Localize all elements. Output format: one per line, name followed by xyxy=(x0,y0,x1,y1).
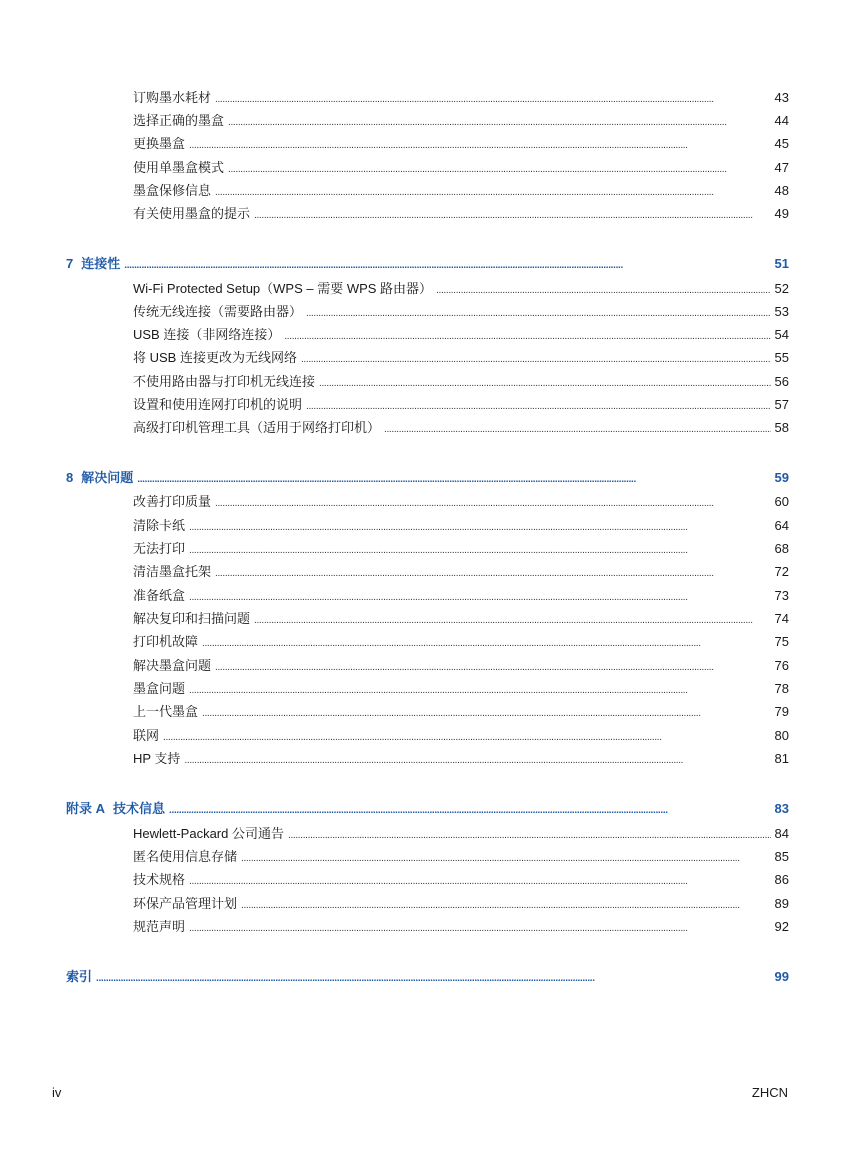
toc-entry[interactable] xyxy=(133,654,789,674)
chapter-page: 59 xyxy=(774,470,789,485)
toc-entry[interactable] xyxy=(133,700,789,720)
toc-entry-page: 43 xyxy=(774,90,789,105)
toc-entry[interactable] xyxy=(133,514,789,534)
toc-entry-title: 技术规格 xyxy=(133,872,186,887)
dot-leader xyxy=(228,160,771,176)
toc-entry-title: 环保产品管理计划 xyxy=(133,896,238,911)
chapter-number: 附录 A xyxy=(66,801,106,816)
toc-entry-page: 60 xyxy=(774,494,789,509)
dot-leader xyxy=(241,896,771,912)
toc-entry-title: 设置和使用连网打印机的说明 xyxy=(133,397,303,412)
toc-entry-title: 无法打印 xyxy=(133,541,186,556)
toc-entry-title: HP 支持 xyxy=(133,751,181,766)
toc-entry-page: 89 xyxy=(774,896,789,911)
dot-leader xyxy=(284,327,770,343)
dot-leader xyxy=(202,704,771,720)
toc-entry-page: 79 xyxy=(774,704,789,719)
toc-entry[interactable] xyxy=(133,132,789,152)
chapter-title: 技术信息 xyxy=(113,801,166,816)
toc-entry-title: 订购墨水耗材 xyxy=(133,90,212,105)
toc-appendix-a[interactable] xyxy=(66,797,789,817)
toc-entry-page: 76 xyxy=(774,658,789,673)
toc-entry[interactable] xyxy=(133,416,789,436)
toc-entry-title: 规范声明 xyxy=(133,919,186,934)
toc-entry-page: 45 xyxy=(774,136,789,151)
toc-entry-page: 48 xyxy=(774,183,789,198)
toc-entry[interactable] xyxy=(133,724,789,744)
toc-entry-title: Hewlett-Packard 公司通告 xyxy=(133,826,284,841)
dot-leader xyxy=(124,256,770,272)
dot-leader xyxy=(306,304,771,320)
toc-entry[interactable] xyxy=(133,300,789,320)
toc-entry[interactable] xyxy=(133,868,789,888)
footer-locale: ZHCN xyxy=(751,1085,788,1100)
dot-leader xyxy=(96,969,771,985)
toc-entry-page: 73 xyxy=(774,588,789,603)
toc-entry-title: 上一代墨盒 xyxy=(133,704,199,719)
toc-entry[interactable] xyxy=(133,560,789,580)
toc-entry-page: 56 xyxy=(774,374,789,389)
toc-entry-title: 有关使用墨盒的提示 xyxy=(133,206,251,221)
dot-leader xyxy=(189,541,771,557)
toc-entry-page: 55 xyxy=(774,350,789,365)
toc-entry-title: 解决墨盒问题 xyxy=(133,658,212,673)
dot-leader xyxy=(189,136,771,152)
dot-leader xyxy=(436,281,770,297)
toc-entry-page: 74 xyxy=(774,611,789,626)
toc-entry-title: 选择正确的墨盒 xyxy=(133,113,225,128)
dot-leader xyxy=(254,611,771,627)
dot-leader xyxy=(215,90,771,106)
dot-leader xyxy=(306,397,771,413)
dot-leader xyxy=(163,728,771,744)
toc-chapter-8[interactable] xyxy=(66,466,789,486)
toc-entry[interactable] xyxy=(133,109,789,129)
toc-entry-page: 85 xyxy=(774,849,789,864)
toc-entry-title: 墨盒保修信息 xyxy=(133,183,212,198)
chapter-number: 8 xyxy=(66,470,74,485)
toc-entry[interactable] xyxy=(133,202,789,222)
toc-entry-title: 将 USB 连接更改为无线网络 xyxy=(133,350,297,365)
chapter-page: 51 xyxy=(774,256,789,271)
toc-entry-page: 49 xyxy=(774,206,789,221)
dot-leader xyxy=(189,588,771,604)
dot-leader xyxy=(184,751,770,767)
toc-entry[interactable] xyxy=(133,822,789,842)
toc-entry-title: 打印机故障 xyxy=(133,634,199,649)
toc-entry-title: 联网 xyxy=(133,728,160,743)
toc-entry-page: 92 xyxy=(774,919,789,934)
toc-entry-title: 改善打印质量 xyxy=(133,494,212,509)
toc-entry-page: 64 xyxy=(774,518,789,533)
dot-leader xyxy=(215,494,771,510)
toc-entry-title: 使用单墨盒模式 xyxy=(133,160,225,175)
toc-entry-page: 54 xyxy=(774,327,789,342)
toc-chapter-7[interactable] xyxy=(66,252,789,272)
dot-leader xyxy=(202,634,771,650)
toc-entry-title: 准备纸盒 xyxy=(133,588,186,603)
dot-leader xyxy=(215,183,771,199)
dot-leader xyxy=(137,470,770,486)
toc-entry-page: 52 xyxy=(774,281,789,296)
toc-entry-title: 高级打印机管理工具（适用于网络打印机） xyxy=(133,420,381,435)
chapter-number: 7 xyxy=(66,256,74,271)
toc-entry-page: 53 xyxy=(774,304,789,319)
toc-entry-title: USB 连接（非网络连接） xyxy=(133,327,281,342)
toc-entry[interactable] xyxy=(133,490,789,510)
toc-entry[interactable] xyxy=(133,346,789,366)
toc-entry-page: 86 xyxy=(774,872,789,887)
toc-entry-title: 匿名使用信息存储 xyxy=(133,849,238,864)
toc-entry[interactable] xyxy=(133,677,789,697)
toc-entry[interactable] xyxy=(133,845,789,865)
toc-entry[interactable] xyxy=(133,537,789,557)
toc-entry-page: 72 xyxy=(774,564,789,579)
toc-entry-title: 墨盒问题 xyxy=(133,681,186,696)
chapter-title: 索引 xyxy=(66,969,93,984)
toc-entry[interactable] xyxy=(133,915,789,935)
toc-entry[interactable] xyxy=(133,323,789,343)
toc-entry-page: 84 xyxy=(774,826,789,841)
toc-entry-title: 传统无线连接（需要路由器） xyxy=(133,304,303,319)
toc-entry-page: 80 xyxy=(774,728,789,743)
toc-entry[interactable] xyxy=(133,747,789,767)
dot-leader xyxy=(384,420,771,436)
chapter-page: 99 xyxy=(774,969,789,984)
toc-entry-title: Wi-Fi Protected Setup（WPS – 需要 WPS 路由器） xyxy=(133,281,433,296)
toc-entry-page: 81 xyxy=(774,751,789,766)
dot-leader xyxy=(301,350,771,366)
toc-entry-page: 78 xyxy=(774,681,789,696)
toc-entry-title: 清除卡纸 xyxy=(133,518,186,533)
toc-entry[interactable] xyxy=(133,86,789,106)
toc-entry[interactable] xyxy=(133,393,789,413)
dot-leader xyxy=(189,518,771,534)
footer-page-number: iv xyxy=(52,1085,62,1100)
toc-entry-title: 清洁墨盒托架 xyxy=(133,564,212,579)
toc-entry[interactable] xyxy=(133,584,789,604)
toc-entry-page: 58 xyxy=(774,420,789,435)
dot-leader xyxy=(241,849,771,865)
toc-entry[interactable] xyxy=(133,892,789,912)
chapter-title: 连接性 xyxy=(81,256,121,271)
dot-leader xyxy=(254,206,771,222)
toc-entry[interactable] xyxy=(133,630,789,650)
toc-entry[interactable] xyxy=(133,277,789,297)
toc-entry-title: 不使用路由器与打印机无线连接 xyxy=(133,374,316,389)
toc-entry-page: 44 xyxy=(774,113,789,128)
dot-leader xyxy=(215,658,771,674)
toc-entry-page: 68 xyxy=(774,541,789,556)
toc-entry-page: 75 xyxy=(774,634,789,649)
toc-entry[interactable] xyxy=(133,156,789,176)
toc-entry-page: 57 xyxy=(774,397,789,412)
toc-entry-title: 更换墨盒 xyxy=(133,136,186,151)
dot-leader xyxy=(189,681,771,697)
dot-leader xyxy=(169,801,771,817)
dot-leader xyxy=(288,826,771,842)
toc-entry[interactable] xyxy=(133,179,789,199)
toc-entry[interactable] xyxy=(133,607,789,627)
toc-index[interactable] xyxy=(66,965,789,985)
dot-leader xyxy=(215,564,771,580)
chapter-title: 解决问题 xyxy=(81,470,134,485)
dot-leader xyxy=(189,872,771,888)
toc-entry-page: 47 xyxy=(774,160,789,175)
toc-entry-title: 解决复印和扫描问题 xyxy=(133,611,251,626)
toc-entry[interactable] xyxy=(133,370,789,390)
chapter-page: 83 xyxy=(774,801,789,816)
dot-leader xyxy=(228,113,771,129)
dot-leader xyxy=(189,919,771,935)
dot-leader xyxy=(319,374,771,390)
